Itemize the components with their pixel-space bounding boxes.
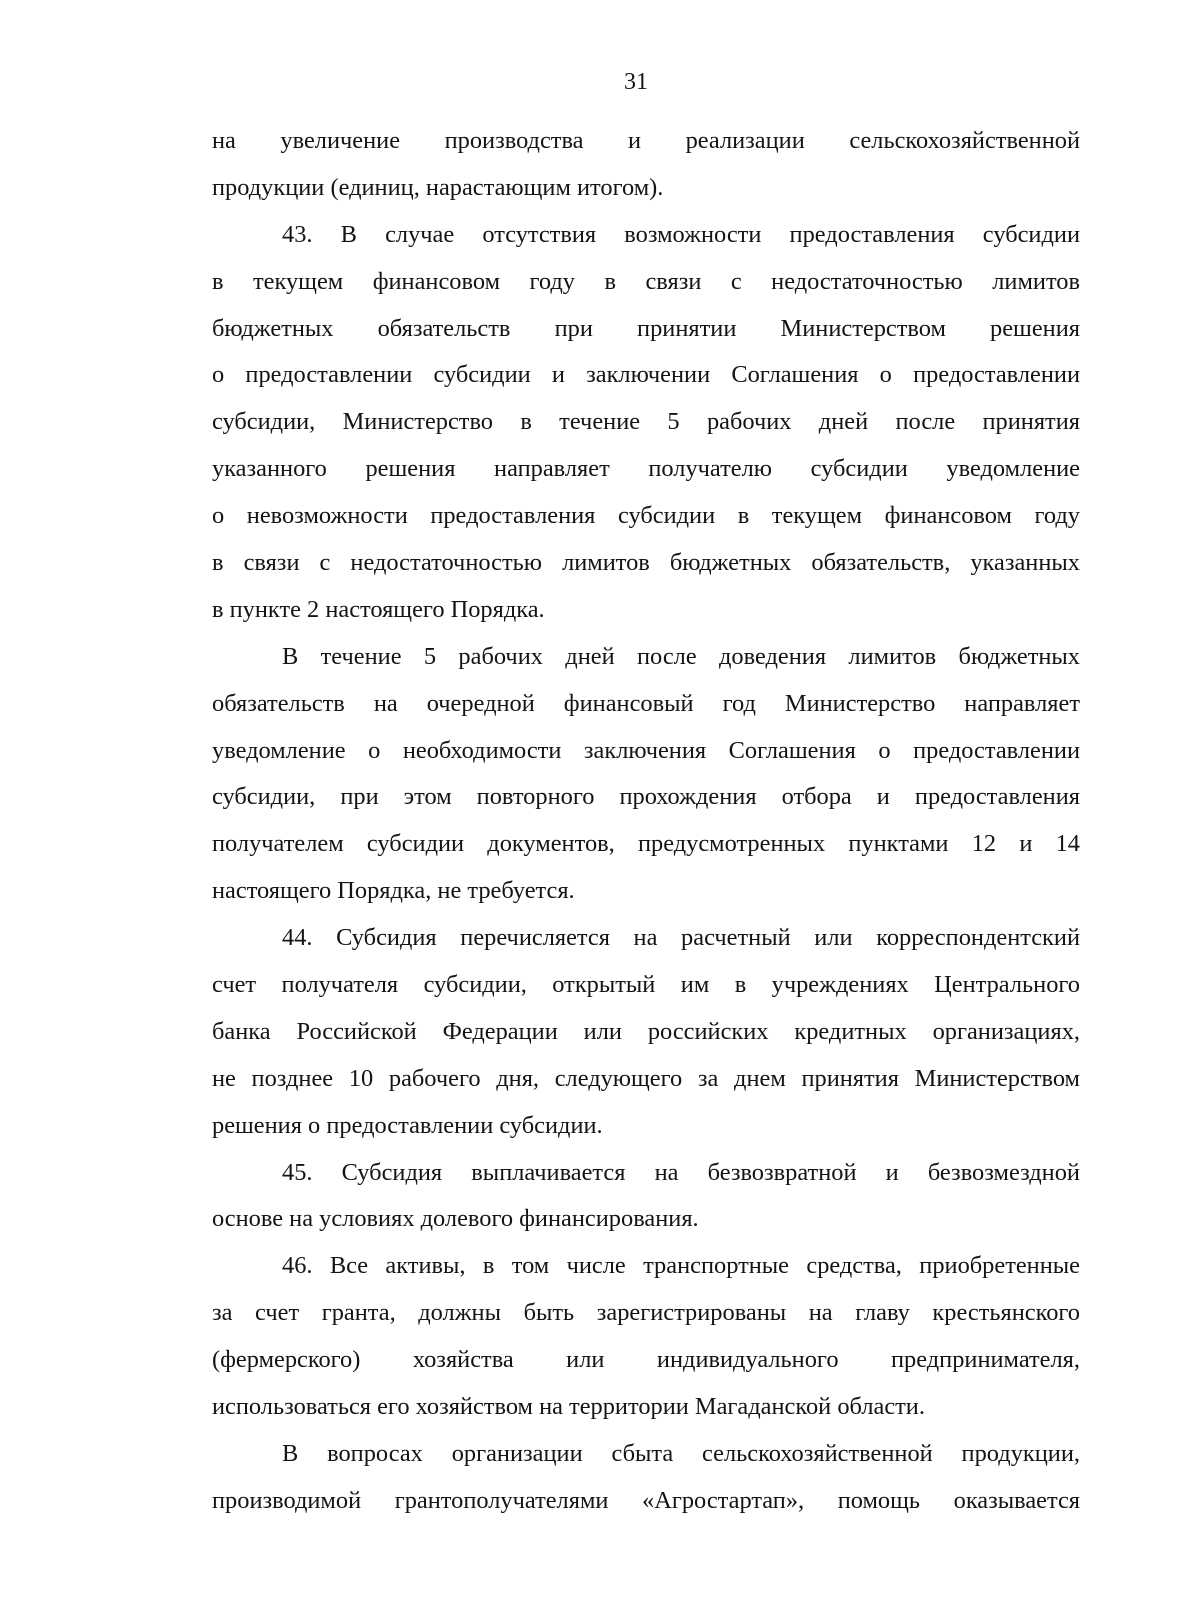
text-line: не позднее 10 рабочего дня, следующего за днем принятия Министерством (212, 1064, 1080, 1092)
text-line: В течение 5 рабочих дней после доведения лимитов бюджетных (282, 642, 1080, 670)
text-line: основе на условиях долевого финансирования. (212, 1205, 699, 1233)
text-line: о предоставлении субсидии и заключении Соглашения о предоставлении (212, 361, 1080, 389)
text-line: субсидии, при этом повторного прохождения отбора и предоставления (212, 783, 1080, 811)
text-line: счет получателя субсидии, открытый им в учреждениях Центрального (212, 971, 1080, 999)
text-line: В вопросах организации сбыта сельскохозяйственной продукции, (282, 1439, 1080, 1467)
text-line: на увеличение производства и реализации сельскохозяйственной (212, 127, 1080, 154)
text-line: уведомление о необходимости заключения Соглашения о предоставлении (212, 736, 1080, 764)
text-line: производимой грантополучателями «Агростартап», помощь оказывается (212, 1486, 1080, 1514)
text-line: субсидии, Министерство в течение 5 рабочих дней после принятия (212, 408, 1080, 436)
text-line: использоваться его хозяйством на территории Магаданской области. (212, 1393, 925, 1421)
text-line: 45. Субсидия выплачивается на безвозвратной и безвозмездной (282, 1158, 1080, 1186)
text-line: (фермерского) хозяйства или индивидуального предпринимателя, (212, 1346, 1080, 1374)
text-line: бюджетных обязательств при принятии Министерством решения (212, 314, 1080, 342)
text-line: 46. Все активы, в том числе транспортные средства, приобретенные (282, 1252, 1080, 1280)
text-line: о невозможности предоставления субсидии в текущем финансовом году (212, 502, 1080, 530)
text-line: решения о предоставлении субсидии. (212, 1111, 603, 1139)
text-line: продукции (единиц, нарастающим итогом). (212, 173, 664, 201)
text-line: настоящего Порядка, не требуется. (212, 877, 575, 905)
text-line: в пункте 2 настоящего Порядка. (212, 595, 545, 623)
page-number: 31 (624, 69, 648, 95)
text-line: 44. Субсидия перечисляется на расчетный или корреспондентский (282, 924, 1080, 952)
text-line: указанного решения направляет получателю субсидии уведомление (212, 455, 1080, 483)
text-line: получателем субсидии документов, предусмотренных пунктами 12 и 14 (212, 830, 1080, 858)
text-line: в текущем финансовом году в связи с недостаточностью лимитов (212, 267, 1080, 295)
text-line: за счет гранта, должны быть зарегистрированы на главу крестьянского (212, 1299, 1080, 1327)
text-line: обязательств на очередной финансовый год Министерство направляет (212, 689, 1080, 717)
text-line: банка Российской Федерации или российских кредитных организациях, (212, 1017, 1080, 1045)
document-body (212, 118, 1080, 1525)
text-line: в связи с недостаточностью лимитов бюджетных обязательств, указанных (212, 549, 1080, 577)
text-line: 43. В случае отсутствия возможности предоставления субсидии (282, 220, 1080, 248)
